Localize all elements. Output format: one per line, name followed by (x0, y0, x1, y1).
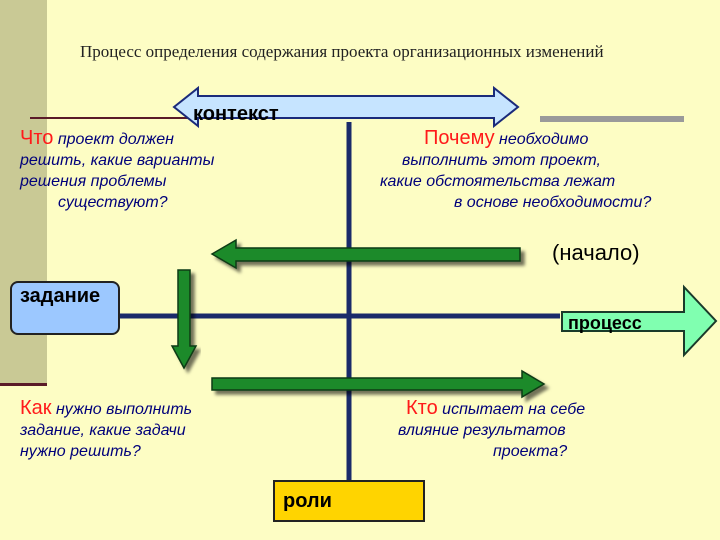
question-why-line1: необходимо (494, 131, 589, 148)
question-what-line2: решить, какие варианты (20, 152, 215, 169)
task-box: задание (10, 281, 120, 335)
slide-title: Процесс определения содержания проекта организационных изменений (80, 42, 604, 61)
question-how-line3: нужно решить? (20, 443, 141, 460)
rule-right (540, 116, 684, 122)
question-what-line1: проект должен (53, 131, 174, 148)
question-who (398, 398, 585, 462)
question-what-head: Что (20, 127, 54, 149)
question-how-head: Как (20, 397, 52, 419)
question-how-line1: нужно выполнить (51, 401, 193, 418)
green-arrow-down (172, 270, 196, 368)
green-arrow-right (212, 371, 544, 397)
green-arrow-left (212, 240, 520, 268)
question-what-line4: существуют? (58, 194, 168, 211)
question-why (380, 128, 651, 213)
start-label: (начало) (552, 240, 640, 265)
question-what-line3: решения проблемы (20, 173, 167, 190)
question-how (20, 398, 192, 462)
question-who-line1: испытает на себе (437, 401, 586, 418)
context-label: контекст (193, 103, 279, 125)
question-what (20, 128, 214, 213)
question-why-head: Почему (424, 127, 495, 149)
question-who-head: Кто (406, 397, 438, 419)
question-why-line4: в основе необходимости? (454, 194, 652, 211)
question-why-line3: какие обстоятельства лежат (380, 173, 616, 190)
roles-box: роли (273, 480, 425, 522)
question-how-line2: задание, какие задачи (20, 422, 186, 439)
question-who-line2: влияние результатов (398, 422, 566, 439)
process-label: процесс (568, 313, 642, 333)
question-why-line2: выполнить этот проект, (402, 152, 601, 169)
question-who-line3: проекта? (493, 443, 568, 460)
